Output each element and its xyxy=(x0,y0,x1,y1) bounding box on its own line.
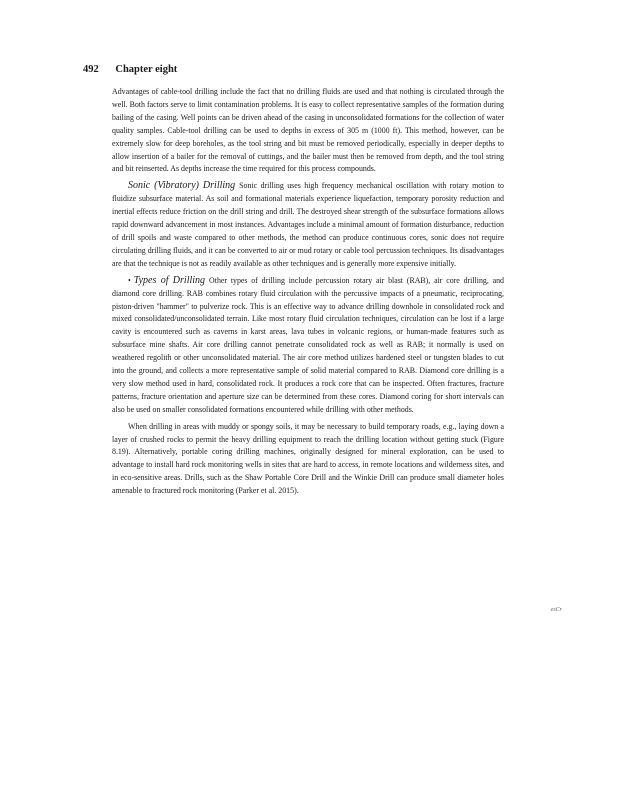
paragraph-sonic-drilling xyxy=(112,180,504,270)
paragraph-text: Other types of drilling include percussion rotary air blast (RAB), air core drilling, and diamond core drilling. RAB combines rotary fluid circulation with the percussive impacts of a pneumatic, reciprocating, piston-driven "hammer" to pulverize rock. This is an effective way to advance drilling downhole in consolidated rock and mixed consolidated/unconsolidated terrain. Like most rotary fluid circulation techniques, circulation can be lost if a large cavity is encountered such as caverns in karst areas, lava tubes in volcanic regions, or human-made features such as subsurface mine shafts. Air core drilling cannot penetrate consolidated rock as well as RAB; it normally is used on weathered regolith or other unconsolidated material. The air core method utilizes hardened steel or tungsten blades to cut into the ground, and collects a more representative sample of solid material compared to RAB. Diamond core drilling is a very slow method used in hard, consolidated rock. It produces a rock core that can be inspected. Often fractures, fracture patterns, fracture orientation and aperture size can be determined from these cores. Diamond coring for short intervals can also be used on smaller consolidated formations encountered while drilling with other methods. xyxy=(112,275,505,414)
page-number: 492 xyxy=(83,64,99,75)
section-heading-types: Types of Drilling xyxy=(133,274,206,286)
body-text xyxy=(112,86,504,502)
section-heading-sonic: Sonic (Vibratory) Drilling xyxy=(128,180,236,192)
paragraph-text: When drilling in areas with muddy or spongy soils, it may be necessary to build temporary roads, e.g., laying down a layer of crushed rocks to permit the heavy drilling equipment to reach the drilling location without getting stuck (Figure 8.19). Alternatively, portable coring drilling machines, originally designed for mineral exploration, can be used to advantage to install hard rock monitoring wells in sites that are hard to access, in remote locations and wilderness sites, and in eco-sensitive areas. Drills, such as the Shaw Portable Core Drill and the Winkie Drill can produce small diameter holes amenable to fractured rock monitoring (Parker et al. 2015). xyxy=(112,421,504,496)
paragraph-text: Sonic drilling uses high frequency mechanical oscillation with rotary motion to fluidize subsurface material. As soil and formational materials experience liquefaction, temporary porosity reduction and inertial effects reduce friction on the drill string and drill. The destroyed shear strength of the subsurface formations allows rapid downward advancement in most instances. Advantages include a minimal amount of formation disturbance, reduction of drill spoils and waste compared to other methods, the method can produce continuous cores, sonic does not require circulating drilling fluids, and it can be converted to air or mud rotary or cable tool percussion techniques. Its disadvantages are that the technique is not as readily available as other techniques and is generally more expensive initially. xyxy=(112,181,504,268)
margin-annotation: esCr xyxy=(550,607,562,613)
paragraph-types-of-drilling xyxy=(112,275,504,417)
paragraph-cable-tool xyxy=(112,86,504,176)
bullet-mark: • xyxy=(128,275,131,285)
chapter-title: Chapter eight xyxy=(115,64,178,75)
running-header xyxy=(83,64,177,75)
paragraph-temporary-roads xyxy=(112,421,504,498)
paragraph-text: Advantages of cable-tool drilling include the fact that no drilling fluids are used and that nothing is circulated through the well. Both factors serve to limit contamination problems. It is easy to collect representative samples of the formation during bailing of the casing. Well points can be driven ahead of the casing in unconsolidated formations for the collection of water quality samples. Cable-tool drilling can be used to depths in excess of 305 m (1000 ft). This method, however, can be extremely slow for deep boreholes, as the tool string and bit must be removed periodically, especially in deeper depths to allow insertion of a bailer for the removal of cuttings, and the bailer must then be removed from depth, and the tool string and bit reinserted. As depths increase the time required for this process compounds. xyxy=(112,87,504,174)
